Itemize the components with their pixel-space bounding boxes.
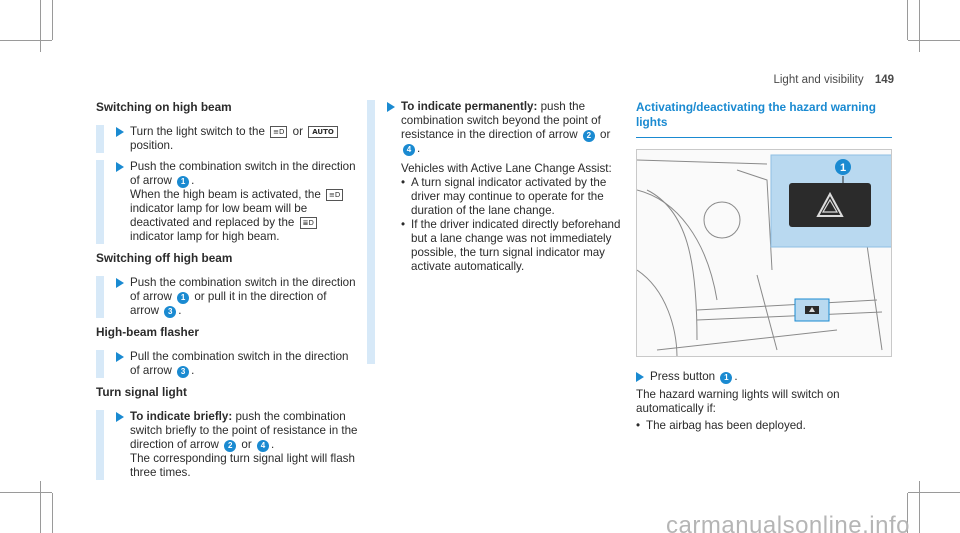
list-item-text: • The airbag has been deployed. [646,419,806,432]
callout-3: 3 [177,366,189,378]
crop-mark [0,40,52,41]
crop-mark [919,481,920,533]
list-item [401,176,629,218]
step-bold-label: To indicate permanently: [401,100,538,113]
step-text: . [178,304,182,317]
step-arrow-icon [116,162,124,172]
low-beam-symbol-icon: ≡D [270,126,287,138]
step-text: or [600,128,611,141]
step-text: . [191,174,195,187]
crop-mark [52,0,53,40]
page-number: 149 [874,74,894,86]
step-indicate-briefly [96,410,358,480]
page-header [773,73,894,87]
crop-mark [907,0,908,40]
step-arrow-icon [116,412,124,422]
list-item-text: • A turn signal indicator activated by the driver may continue to operate for the duration of the lane change. [411,176,607,217]
section-name: Light and visibility [773,74,864,86]
step-text: indicator lamp for low beam will be deactivated and replaced by the [130,202,308,229]
assist-note: Vehicles with Active Lane Change Assist: [401,162,612,175]
step-text: . [734,370,738,383]
svg-text:1: 1 [839,162,847,174]
step-press-button [636,370,892,384]
crop-mark [52,493,53,533]
step-arrow-icon [116,352,124,362]
crop-mark [40,481,41,533]
crop-mark [908,40,960,41]
bullet-list [401,176,629,274]
step-arrow-icon [116,127,124,137]
callout-2: 2 [224,440,236,452]
auto-activation-note: The hazard warning lights will switch on automatically if: [636,388,840,415]
section-title: Activating/deactivating the hazard warning lights [636,100,892,138]
list-item [401,218,629,274]
heading-switch-on-high-beam: Switching on high beam [96,100,232,114]
step-text: . [270,438,275,451]
crop-mark [40,0,41,52]
column-left [96,100,358,487]
step-text: or [241,438,252,451]
step-arrow-icon [387,102,395,112]
callout-1: 1 [720,372,732,384]
step-text: push the combination switch beyond the point of resistance in the direction of arrow [401,100,601,141]
step-text: . [417,142,421,155]
heading-switch-off-high-beam: Switching off high beam [96,251,233,265]
crop-mark [908,492,960,493]
step-text: push the combination switch briefly to the point of resistance in the direction of arrow [130,410,358,451]
column-right [636,100,892,433]
list-item-text: • If the driver indicated directly beforehand but a lane change was not immediately possible, the turn signal indicator may activate automatically. [411,218,621,273]
step-arrow-icon [116,278,124,288]
step-arrow-icon [636,372,644,382]
callout-4: 4 [257,440,269,452]
list-item [636,419,892,433]
step-text: or pull it in the direction of arrow [130,290,327,317]
step-bold-label: To indicate briefly: [130,410,233,423]
step-pull-switch [96,350,358,378]
callout-4: 4 [403,144,415,156]
step-text: or [292,125,303,138]
step-text: indicator lamp for high beam. [130,230,280,243]
callout-2: 2 [583,130,595,142]
crop-mark [919,0,920,52]
step-text: . [191,364,195,377]
step-text: Push the combination switch in the direction of arrow [130,160,356,187]
watermark: carmanualsonline.info [666,512,910,533]
crop-mark [0,492,52,493]
step-text: When the high beam is activated, the [130,188,321,201]
step-text: Press button [650,370,716,383]
step-push-combination-switch [96,160,358,244]
callout-3: 3 [164,306,176,318]
low-beam-symbol-icon: ≡D [326,189,343,201]
step-text: position. [130,139,174,152]
high-beam-symbol-icon: ≣D [300,217,317,229]
callout-1: 1 [177,176,189,188]
bullet-list [636,419,892,433]
step-text: The corresponding turn signal light will flash three times. [130,452,355,479]
callout-1: 1 [177,292,189,304]
step-indicate-permanently [367,100,629,364]
heading-turn-signal-light: Turn signal light [96,385,187,399]
column-middle [367,100,629,371]
step-text: Pull the combination switch in the direction of arrow [130,350,349,377]
step-text: Push the combination switch in the direction of arrow [130,276,356,303]
step-turn-light-switch [96,125,358,153]
step-push-or-pull-switch [96,276,358,318]
heading-high-beam-flasher: High-beam flasher [96,325,199,339]
auto-symbol-icon: AUTO [308,126,338,138]
step-text: Turn the light switch to the [130,125,265,138]
hazard-button-illustration [636,149,892,357]
dashboard-drawing [637,150,892,357]
